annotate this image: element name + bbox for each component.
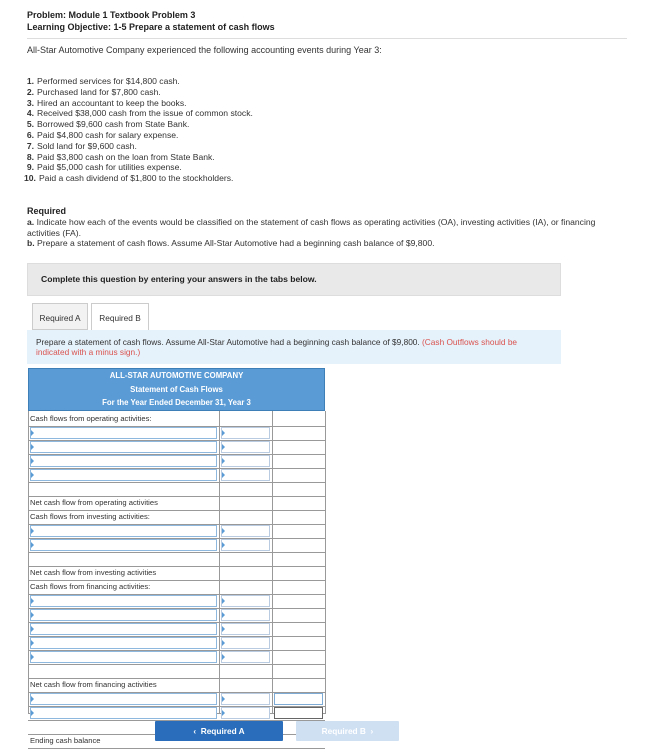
statement-title: Statement of Cash Flows (130, 384, 223, 394)
row-divider (28, 552, 325, 553)
amount-input[interactable] (221, 427, 270, 439)
table-border (28, 411, 29, 714)
problem-title: Problem: Module 1 Textbook Problem 3 (27, 10, 196, 20)
description-input[interactable] (30, 441, 217, 453)
tab-required-a[interactable]: Required A (32, 303, 88, 330)
list-item: 10. Paid a cash dividend of $1,800 to the stockholders. (24, 173, 234, 184)
amount-input[interactable] (221, 623, 270, 635)
list-item: 7. Sold land for $9,600 cash. (26, 140, 137, 151)
row-label: Cash flows from financing activities: (30, 582, 151, 591)
total-input[interactable] (274, 693, 323, 705)
event-list (24, 76, 253, 184)
amount-input[interactable] (221, 707, 270, 719)
statement-period: For the Year Ended December 31, Year 3 (102, 398, 251, 407)
learning-objective: Learning Objective: 1-5 Prepare a statement of cash flows (27, 22, 275, 32)
amount-input[interactable] (221, 455, 270, 467)
complete-prompt-box (27, 263, 561, 296)
amount-input[interactable] (221, 609, 270, 621)
total-input[interactable] (274, 707, 323, 719)
row-divider (28, 678, 325, 679)
description-input[interactable] (30, 525, 217, 537)
description-input[interactable] (30, 693, 217, 705)
row-label: Cash flows from investing activities: (30, 512, 150, 521)
amount-input[interactable] (221, 637, 270, 649)
required-heading: Required (27, 206, 67, 216)
row-label: Ending cash balance (30, 736, 101, 745)
list-item: 3. Hired an accountant to keep the books. (26, 97, 187, 108)
required-instructions: a. Indicate how each of the events would be classified on the statement of cash flows as operating activities (OA), investing activities (IA), or financing activities (FA). b. Prepare a statement of cash flows. Assume All-Star Automotive had a beginning cash balance of $9,800. (27, 217, 596, 249)
list-item: 2. Purchased land for $7,800 cash. (26, 86, 161, 97)
instruction-note: (Cash Outflows should be indicated with a minus sign.) (36, 337, 518, 357)
amount-input[interactable] (221, 693, 270, 705)
row-divider (28, 510, 325, 511)
description-input[interactable] (30, 707, 217, 719)
description-input[interactable] (30, 609, 217, 621)
description-input[interactable] (30, 651, 217, 663)
tab-required-b[interactable]: Required B (91, 303, 149, 331)
company-name: ALL-STAR AUTOMOTIVE COMPANY (109, 371, 244, 380)
amount-input[interactable] (221, 525, 270, 537)
amount-input[interactable] (221, 651, 270, 663)
description-input[interactable] (30, 455, 217, 467)
row-label: Cash flows from operating activities: (30, 414, 152, 423)
row-divider (28, 566, 325, 567)
prev-tab-button[interactable]: ‹ Required A (155, 721, 283, 741)
instruction-box (27, 330, 561, 364)
column-divider (272, 411, 273, 714)
statement-header (28, 368, 325, 411)
row-label: Net cash flow from investing activities (30, 568, 157, 577)
complete-prompt: Complete this question by entering your answers in the tabs below. (41, 274, 317, 284)
description-input[interactable] (30, 427, 217, 439)
column-divider (219, 411, 220, 714)
row-label: Net cash flow from financing activities (30, 680, 157, 689)
description-input[interactable] (30, 637, 217, 649)
row-divider (28, 664, 325, 665)
amount-input[interactable] (221, 441, 270, 453)
instruction-text: Prepare a statement of cash flows. Assume All-Star Automotive had a beginning cash balance of $9,800. (36, 337, 420, 347)
table-border (325, 411, 326, 714)
row-divider (28, 496, 325, 497)
header-divider (27, 38, 627, 39)
row-divider (28, 748, 325, 749)
row-divider (28, 482, 325, 483)
row-divider (28, 580, 325, 581)
next-tab-button[interactable]: Required B › (296, 721, 399, 741)
amount-input[interactable] (221, 469, 270, 481)
problem-intro: All-Star Automotive Company experienced the following accounting events during Year 3: (27, 45, 382, 55)
description-input[interactable] (30, 469, 217, 481)
description-input[interactable] (30, 595, 217, 607)
amount-input[interactable] (221, 539, 270, 551)
list-item: 1. Performed services for $14,800 cash. (26, 76, 180, 86)
list-item: 8. Paid $3,800 cash on the loan from State Bank. (26, 151, 215, 162)
description-input[interactable] (30, 623, 217, 635)
list-item: 9. Paid $5,000 cash for utilities expense. (26, 162, 182, 173)
description-input[interactable] (30, 539, 217, 551)
list-item: 5. Borrowed $9,600 cash from State Bank. (26, 119, 190, 130)
row-label: Net cash flow from operating activities (30, 498, 158, 507)
list-item: 4. Received $38,000 cash from the issue of common stock. (26, 108, 253, 119)
amount-input[interactable] (221, 595, 270, 607)
list-item: 6. Paid $4,800 cash for salary expense. (26, 129, 179, 140)
